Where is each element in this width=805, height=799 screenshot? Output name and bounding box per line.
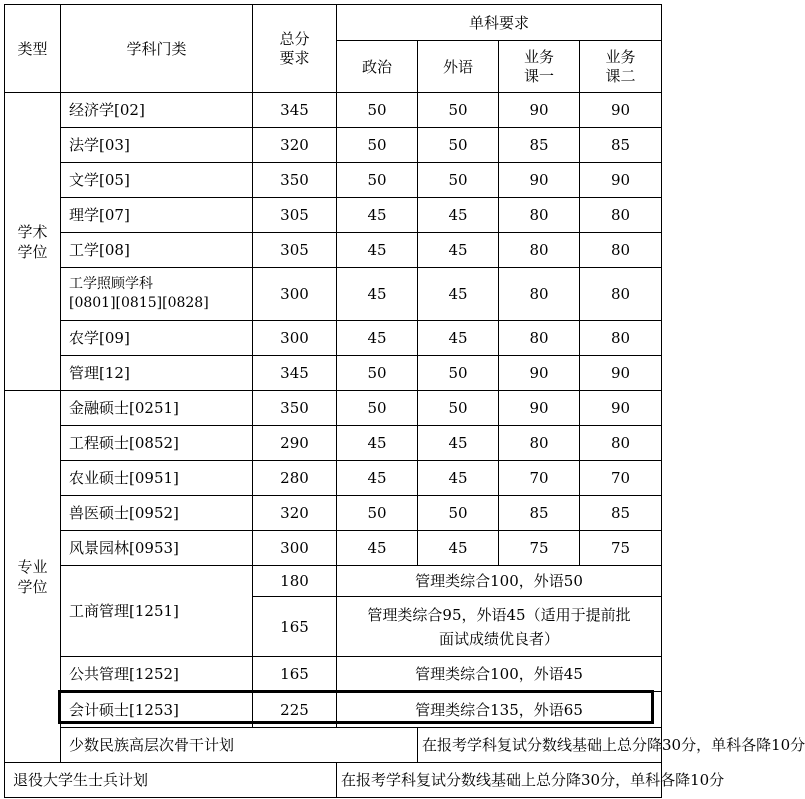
politics-cell: 50 [337,496,418,531]
requirement-line1: 管理类综合95，外语45（适用于提前批 [367,605,631,624]
discipline-codes: [0801][0815][0828] [69,295,209,311]
politics-cell: 45 [337,321,418,356]
total-cell: 350 [253,391,337,426]
total-cell: 280 [253,461,337,496]
course1-cell: 80 [499,321,580,356]
language-cell: 50 [418,496,499,531]
header-foreign-language: 外语 [418,41,499,93]
total-cell: 345 [253,356,337,391]
requirement-line2: 面试成绩优良者） [439,629,560,648]
course1-cell: 70 [499,461,580,496]
course2-cell: 70 [580,461,662,496]
politics-cell: 45 [337,426,418,461]
total-cell: 165 [253,657,337,692]
course1-cell: 85 [499,496,580,531]
table-row [5,93,662,128]
category-academic [5,93,61,391]
table-row [5,356,662,391]
politics-cell: 45 [337,198,418,233]
discipline-cell: 法学[03] [61,128,253,163]
language-cell: 45 [418,233,499,268]
language-cell: 45 [418,198,499,233]
course2-cell: 75 [580,531,662,566]
language-cell: 45 [418,426,499,461]
course1-cell: 80 [499,198,580,233]
plan-label: 少数民族高层次骨干计划 [61,728,418,763]
discipline-cell: 理学[07] [61,198,253,233]
discipline-cell: 公共管理[1252] [61,657,253,692]
discipline-cell: 金融硕士[0251] [61,391,253,426]
course2-cell: 90 [580,163,662,198]
language-cell: 45 [418,531,499,566]
requirement-cell: 管理类综合100，外语50 [337,566,662,597]
header-total [253,5,337,93]
course1-cell: 90 [499,391,580,426]
category-professional-line1: 专业 [17,557,48,576]
header-course1-line2: 课一 [523,66,554,85]
politics-cell: 45 [337,531,418,566]
header-course1-line1: 业务 [523,47,554,66]
discipline-cell: 风景园林[0953] [61,531,253,566]
table-row [5,163,662,198]
table-row [5,531,662,566]
discipline-name: 工学照顾学科 [69,276,153,292]
discipline-cell: 兽医硕士[0952] [61,496,253,531]
total-cell: 305 [253,198,337,233]
total-cell: 225 [253,692,337,728]
table-row [5,198,662,233]
politics-cell: 50 [337,128,418,163]
discipline-cell [61,268,253,321]
table-row [5,391,662,426]
course2-cell: 80 [580,321,662,356]
plan-label: 退役大学生士兵计划 [5,763,337,798]
course2-cell: 90 [580,391,662,426]
table-row-mpa [5,657,662,692]
total-cell: 300 [253,531,337,566]
plan-row [5,728,662,763]
discipline-cell: 工学[08] [61,233,253,268]
course2-cell: 80 [580,426,662,461]
table-row [5,426,662,461]
table-row [5,461,662,496]
header-total-line1: 总分 [279,29,310,48]
table-row [5,128,662,163]
course2-cell: 85 [580,128,662,163]
header-course2-line2: 课二 [605,66,636,85]
politics-cell: 45 [337,268,418,321]
category-academic-line1: 学术 [17,222,48,241]
politics-cell: 50 [337,356,418,391]
discipline-cell: 管理[12] [61,356,253,391]
course1-cell: 80 [499,426,580,461]
header-type: 类型 [5,5,61,93]
table-row [5,268,662,321]
language-cell: 45 [418,461,499,496]
header-politics: 政治 [337,41,418,93]
table-row [5,321,662,356]
header-course2 [580,41,662,93]
course1-cell: 75 [499,531,580,566]
requirement-cell [337,597,662,657]
language-cell: 50 [418,128,499,163]
politics-cell: 50 [337,93,418,128]
language-cell: 50 [418,163,499,198]
course1-cell: 90 [499,93,580,128]
requirement-cell: 管理类综合135，外语65 [337,692,662,728]
discipline-cell: 农学[09] [61,321,253,356]
politics-cell: 50 [337,163,418,198]
total-cell: 165 [253,597,337,657]
course1-cell: 80 [499,233,580,268]
plan-row [5,763,662,798]
course2-cell: 90 [580,356,662,391]
discipline-cell: 经济学[02] [61,93,253,128]
politics-cell: 50 [337,391,418,426]
header-course2-line1: 业务 [605,47,636,66]
politics-cell: 45 [337,233,418,268]
total-cell: 300 [253,268,337,321]
course2-cell: 80 [580,268,662,321]
total-cell: 320 [253,496,337,531]
score-requirements-table [4,4,805,798]
requirement-cell: 管理类综合100，外语45 [337,657,662,692]
total-cell: 300 [253,321,337,356]
table-row-mba-a [5,566,662,597]
header-total-line2: 要求 [279,48,310,67]
plan-note: 在报考学科复试分数线基础上总分降30分，单科各降10分 [418,728,662,763]
course2-cell: 85 [580,496,662,531]
course1-cell: 85 [499,128,580,163]
course1-cell: 90 [499,356,580,391]
category-professional-line2: 学位 [17,577,48,596]
category-academic-line2: 学位 [17,242,48,261]
table-row-mpacc [5,692,662,728]
total-cell: 305 [253,233,337,268]
language-cell: 50 [418,391,499,426]
course1-cell: 90 [499,163,580,198]
course2-cell: 90 [580,93,662,128]
language-cell: 45 [418,268,499,321]
course2-cell: 80 [580,198,662,233]
discipline-cell: 农业硕士[0951] [61,461,253,496]
course1-cell: 80 [499,268,580,321]
language-cell: 45 [418,321,499,356]
discipline-cell: 工程硕士[0852] [61,426,253,461]
header-single-subject: 单科要求 [337,5,662,41]
discipline-cell: 工商管理[1251] [61,566,253,657]
total-cell: 320 [253,128,337,163]
table-row [5,496,662,531]
header-discipline: 学科门类 [61,5,253,93]
language-cell: 50 [418,356,499,391]
header-row-1 [5,5,662,41]
language-cell: 50 [418,93,499,128]
discipline-cell: 会计硕士[1253] [61,692,253,728]
header-course1 [499,41,580,93]
total-cell: 290 [253,426,337,461]
course2-cell: 80 [580,233,662,268]
total-cell: 350 [253,163,337,198]
table-row [5,233,662,268]
category-professional [5,391,61,763]
plan-note: 在报考学科复试分数线基础上总分降30分，单科各降10分 [337,763,662,798]
total-cell: 345 [253,93,337,128]
discipline-cell: 文学[05] [61,163,253,198]
total-cell: 180 [253,566,337,597]
politics-cell: 45 [337,461,418,496]
